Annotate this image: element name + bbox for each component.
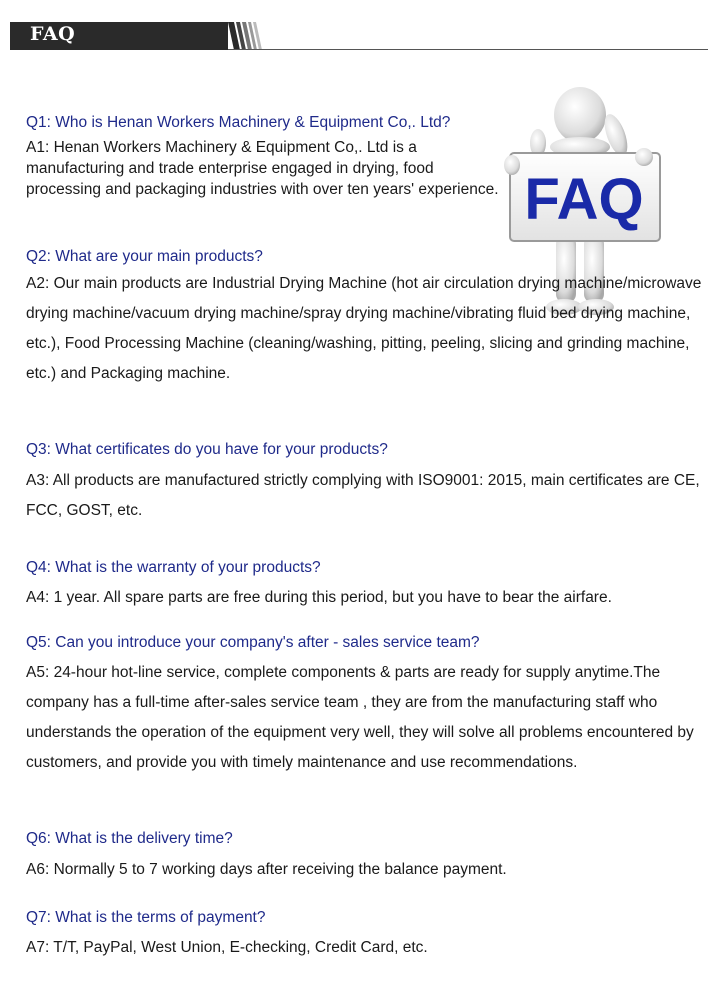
faq-question-5: Q5: Can you introduce your company's after - sales service team? (26, 634, 480, 651)
faq-header (0, 0, 718, 60)
page-title: FAQ (30, 23, 76, 45)
faq-question-1: Q1: Who is Henan Workers Machinery & Equipment Co,. Ltd? (26, 114, 451, 131)
faq-answer-2: A2: Our main products are Industrial Drying Machine (hot air circulation drying machine/microwave drying machine/vacuum drying machine/spray drying machine/vibrating fluid bed drying machine, etc.), Food Processing Machine (cleaning/washing, pitting, peeling, slicing and grinding machine, etc.) and Packaging machine. (26, 275, 702, 382)
faq-answer-6: A6: Normally 5 to 7 working days after receiving the balance payment. (26, 861, 507, 878)
faq-question-6: Q6: What is the delivery time? (26, 830, 233, 847)
faq-answer-1: A1: Henan Workers Machinery & Equipment Co,. Ltd is a manufacturing and trade enterprise engaged in drying, food processing and packaging industries with over ten years' experience. (26, 139, 499, 198)
faq-question-2: Q2: What are your main products? (26, 248, 263, 265)
faq-answer-3: A3: All products are manufactured strictly complying with ISO9001: 2015, main certificates are CE, FCC, GOST, etc. (26, 472, 700, 519)
faq-question-4: Q4: What is the warranty of your products? (26, 559, 321, 576)
faq-answer-5: A5: 24-hour hot-line service, complete components & parts are ready for supply anytime.The company has a full-time after-sales service team , they are from the manufacturing staff who understands the operation of the equipment very well, they will solve all problems encountered by customers, and provide you with timely maintenance and use recommendations. (26, 664, 694, 771)
faq-answer-4: A4: 1 year. All spare parts are free during this period, but you have to bear the airfare. (26, 589, 612, 606)
faq-question-3: Q3: What certificates do you have for your products? (26, 441, 388, 458)
faq-question-7: Q7: What is the terms of payment? (26, 909, 266, 926)
header-stripes-decoration (228, 22, 273, 50)
header-divider (228, 49, 708, 50)
faq-answer-7: A7: T/T, PayPal, West Union, E-checking, Credit Card, etc. (26, 939, 428, 956)
faq-sign-text: FAQ (524, 167, 644, 232)
